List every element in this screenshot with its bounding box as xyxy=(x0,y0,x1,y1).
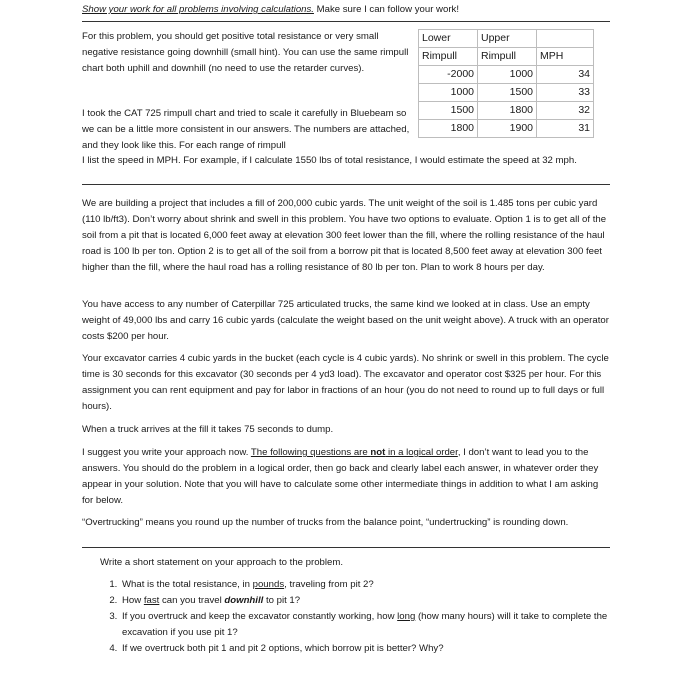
separator-bottom xyxy=(82,547,610,548)
header-instruction xyxy=(82,2,610,18)
table-cell: 1000 xyxy=(419,84,478,102)
table-cell: 31 xyxy=(537,120,594,138)
q2-text-end: to pit 1? xyxy=(263,595,301,606)
intro-paragraph: For this problem, you should get positive total resistance or very small negative resistance going downhill (small hint). You can use the same rimpull chart both uphill and downhill (no need to use the retarder curves). xyxy=(82,31,409,74)
table-header-row xyxy=(419,30,594,48)
question-4 xyxy=(120,641,630,657)
table-row xyxy=(419,120,594,138)
q2-bold-italic: downhill xyxy=(224,595,264,606)
overtrucking-paragraph: “Overtrucking” means you round up the number of trucks from the balance point, “undertrucking” is rounding down. xyxy=(82,517,569,528)
table-row xyxy=(419,66,594,84)
scale-paragraph: I took the CAT 725 rimpull chart and tried to scale it carefully in Bluebeam so we can be a little more consistent in our answers. The numbers are attached, and they look like this. For each range of rimpull xyxy=(82,108,410,151)
q2-text: How xyxy=(122,595,144,606)
q1-underlined: pounds xyxy=(252,579,285,590)
question-2 xyxy=(120,593,630,609)
table-row xyxy=(419,102,594,120)
table-header-cell xyxy=(537,30,594,48)
table-header-cell: Rimpull xyxy=(478,48,537,66)
table-cell: 1800 xyxy=(419,120,478,138)
table-cell: 1500 xyxy=(478,84,537,102)
suggestion-underlined-text: in a logical order xyxy=(385,447,458,458)
q2-underlined: fast xyxy=(143,595,160,606)
suggestion-underlined-text: The following questions are xyxy=(250,447,371,458)
q3-text: If you overtruck and keep the excavator constantly working, how xyxy=(122,611,398,622)
separator-top xyxy=(82,21,610,22)
q1-text: What is the total resistance, in xyxy=(122,579,253,590)
separator-middle xyxy=(82,184,610,185)
question-1 xyxy=(120,577,630,593)
suggestion-paragraph xyxy=(82,445,610,509)
table-cell: 1800 xyxy=(478,102,537,120)
table-cell: 1000 xyxy=(478,66,537,84)
table-header-row xyxy=(419,48,594,66)
q4-text: If we overtruck both pit 1 and pit 2 options, which borrow pit is better? Why? xyxy=(122,643,444,654)
question-list xyxy=(100,577,630,657)
suggestion-text: , I don’t want to lead you to the answers. You should do the problem in a logical order, then go back and clearly label each answer, in whatever order they appear in your solution. Note that you will have to calculate some other intermediate things in addition to what I am asking for below. xyxy=(82,447,599,506)
table-cell: 1500 xyxy=(419,102,478,120)
table-cell: 1900 xyxy=(478,120,537,138)
table-header-cell: Rimpull xyxy=(419,48,478,66)
table-row xyxy=(419,84,594,102)
table-header-cell: Upper xyxy=(478,30,537,48)
table-header-cell: Lower xyxy=(419,30,478,48)
table-header-cell: MPH xyxy=(537,48,594,66)
table-cell: 32 xyxy=(537,102,594,120)
header-underlined: Show your work for all problems involving calculations. xyxy=(82,4,314,15)
table-cell: 34 xyxy=(537,66,594,84)
question-3 xyxy=(120,609,630,641)
trucks-paragraph: You have access to any number of Caterpillar 725 articulated trucks, the same kind we looked at in class. Use an empty weight of 49,000 lbs and carry 16 cubic yards (calculate the weight based on the unit weight above). A truck with an operator costs $200 per hour. xyxy=(82,299,609,342)
scale-paragraph-continued: I list the speed in MPH. For example, if I calculate 1550 lbs of total resistance, I would estimate the speed at 32 mph. xyxy=(82,155,577,166)
project-paragraph: We are building a project that includes a fill of 200,000 cubic yards. The unit weight of the soil is 1.485 tons per cubic yard (110 lb/ft3). Don’t worry about shrink and swell in this problem. You have two options to evaluate. Option 1 is to get all of the soil from a pit that is located 6,000 feet away at elevation 300 feet lower than the fill, where the rolling resistance of the haul road is 100 lb per ton. Option 2 is to get all of the soil from a borrow pit that is located 8,500 feet away at elevation 300 feet higher than the fill, where the haul road has a rolling resistance of 80 lb per ton. Plan to work 8 hours per day. xyxy=(82,198,607,273)
table-cell: 33 xyxy=(537,84,594,102)
q3-underlined: long xyxy=(397,611,416,622)
suggestion-text: I suggest you write your approach now. xyxy=(82,447,251,458)
suggestion-not: not xyxy=(370,447,386,458)
q3-text-end: (how many hours) will it take to complete the excavation if you use pit 1? xyxy=(122,611,608,638)
dump-paragraph: When a truck arrives at the fill it takes 75 seconds to dump. xyxy=(82,424,334,435)
q2-text-mid: can you travel xyxy=(159,595,225,606)
suggestion-underlined xyxy=(251,447,458,458)
header-rest: Make sure I can follow your work! xyxy=(313,4,459,15)
q1-text-end: , traveling from pit 2? xyxy=(284,579,374,590)
table-cell: -2000 xyxy=(419,66,478,84)
rimpull-table xyxy=(418,29,594,138)
excavator-paragraph: Your excavator carries 4 cubic yards in the bucket (each cycle is 4 cubic yards). No shrink or swell in this problem. The cycle time is 30 seconds for this excavator (30 seconds per 4 yd3 load). The excavator and operator cost $325 per hour. For this assignment you can rent equipment and pay for labor in fractions of an hour (you do not need to round up to full days or full hours). xyxy=(82,353,609,412)
approach-statement: Write a short statement on your approach to the problem. xyxy=(100,557,343,568)
